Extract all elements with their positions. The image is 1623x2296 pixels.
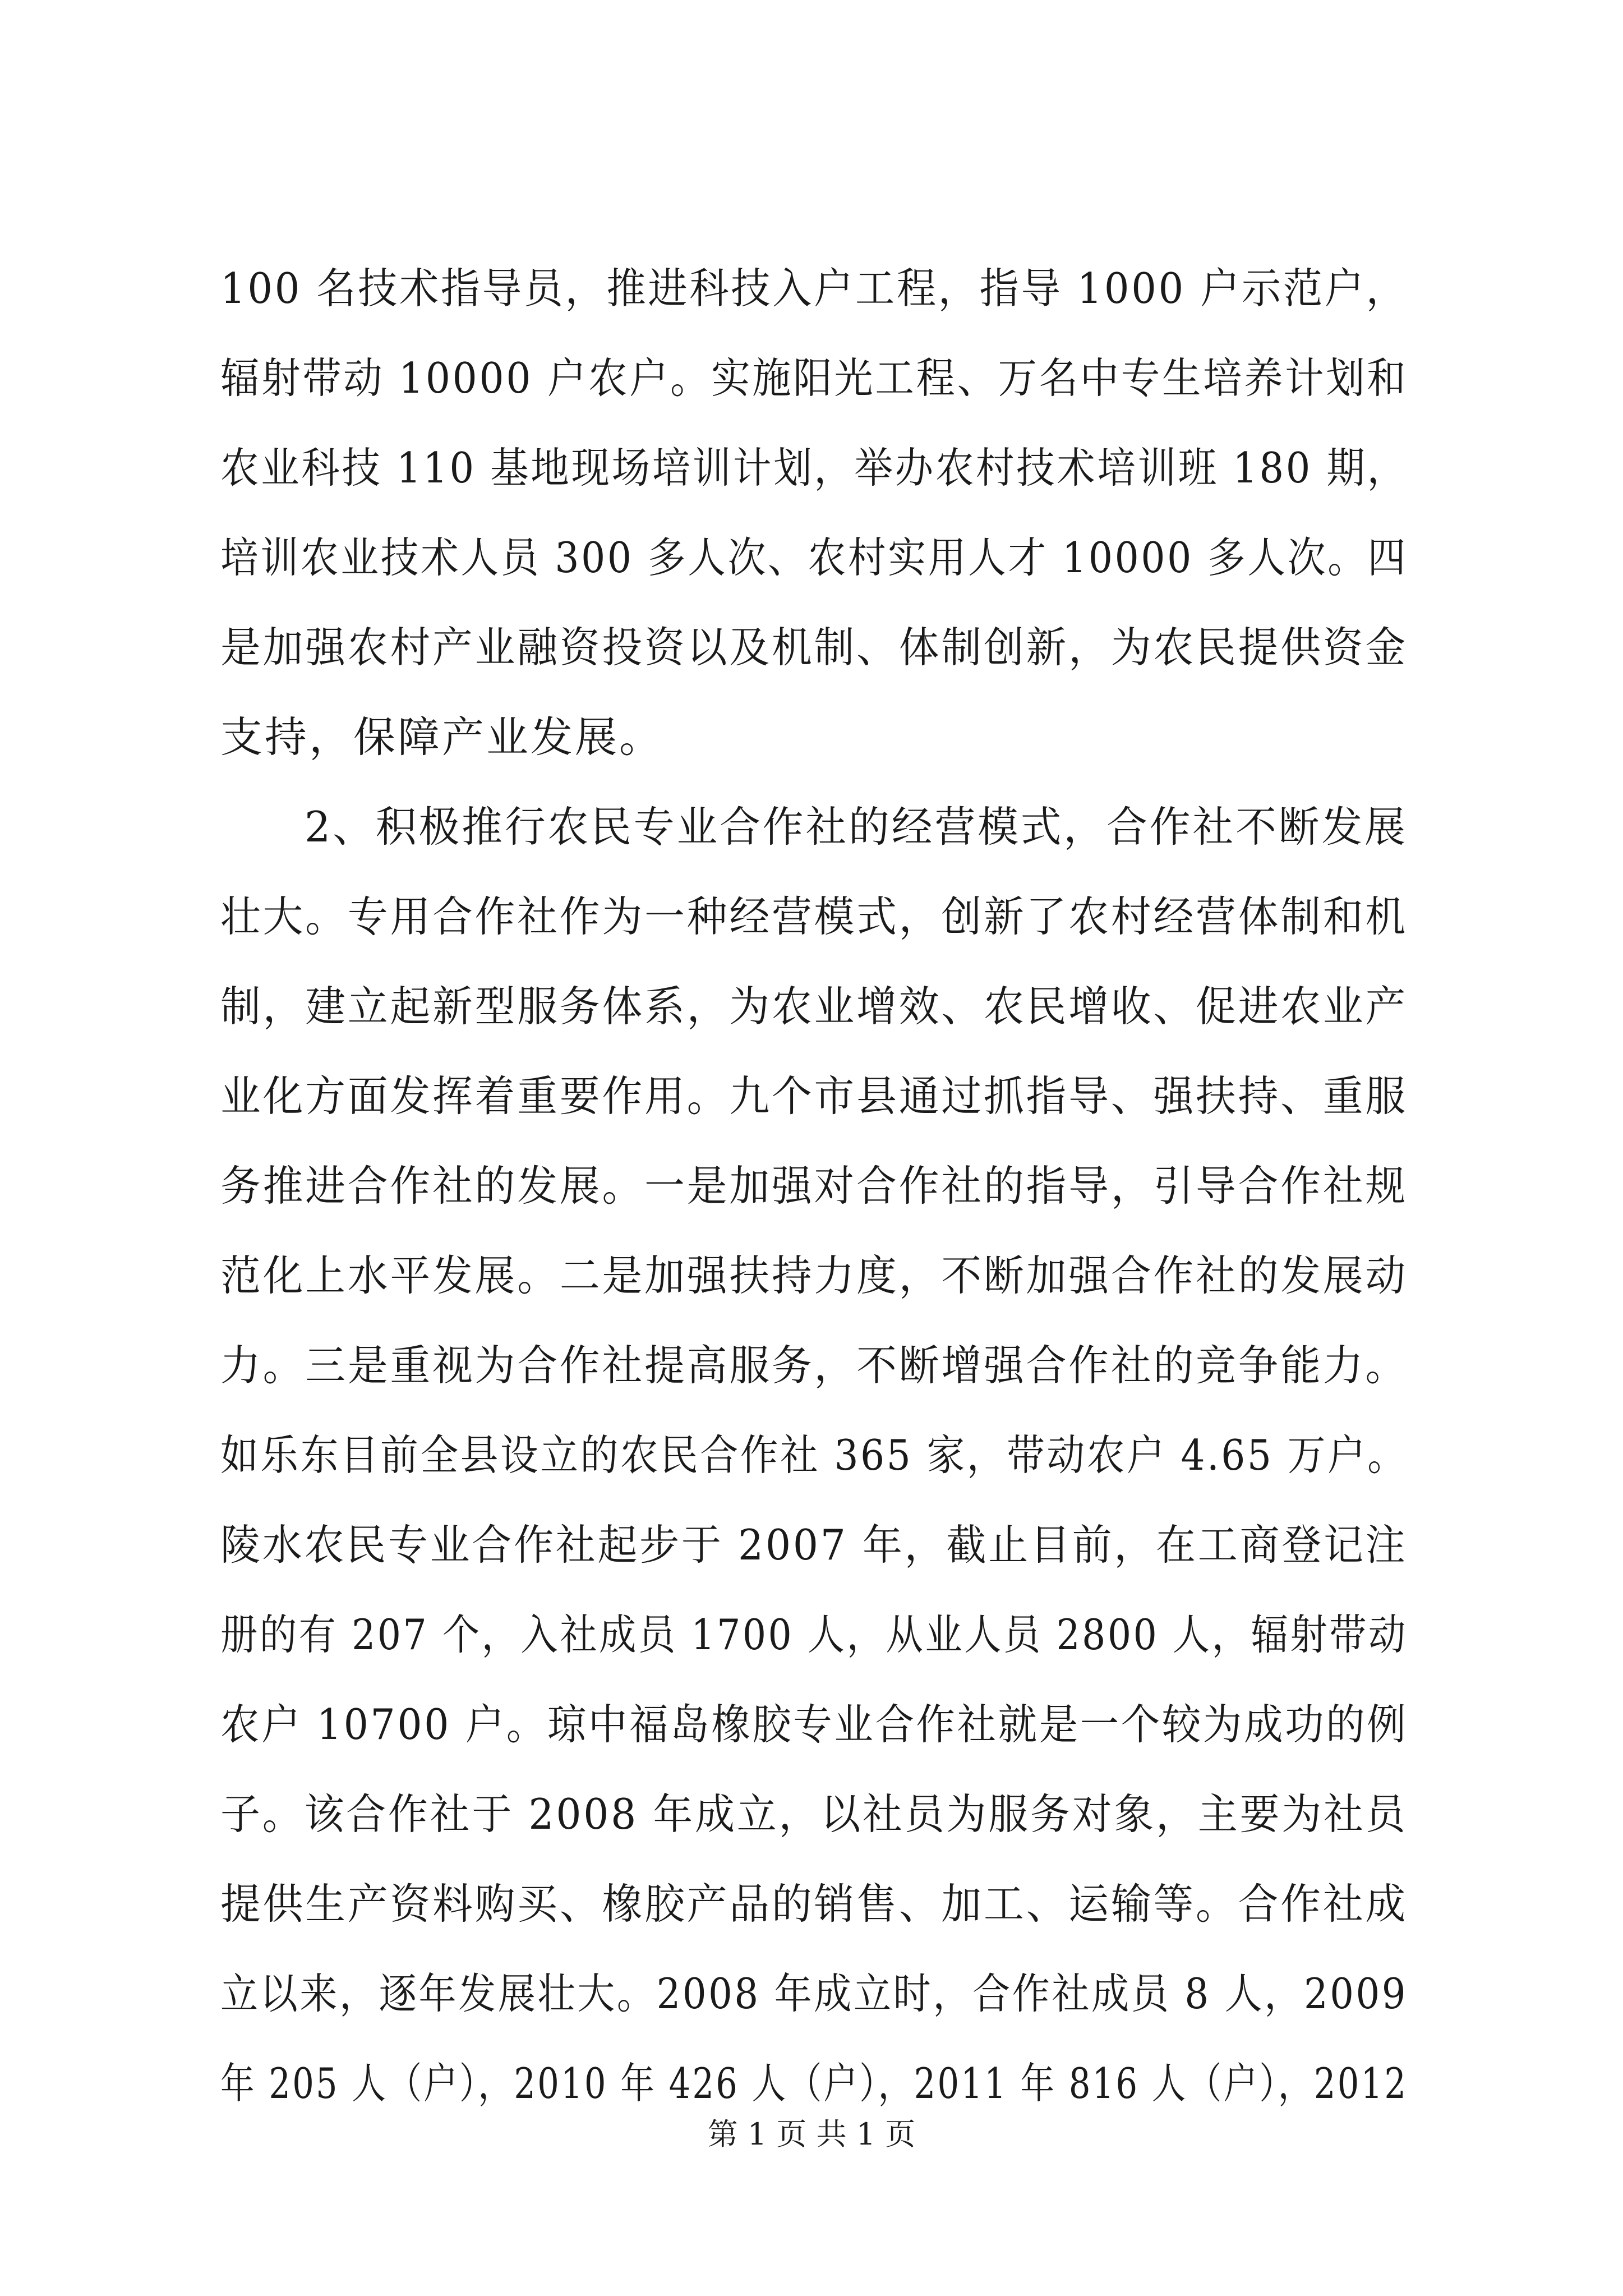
body-text-line: 如乐东目前全县设立的农民合作社 365 家，带动农户 4.65 万户。 xyxy=(220,1430,1408,1480)
body-text-line: 业化方面发挥着重要作用。九个市县通过抓指导、强扶持、重服 xyxy=(220,1071,1408,1121)
paragraph-start-line: 2、积极推行农民专业合作社的经营模式，合作社不断发展 xyxy=(305,802,1408,852)
body-text-line: 陵水农民专业合作社起步于 2007 年，截止目前，在工商登记注 xyxy=(220,1520,1408,1570)
body-text-line: 年 205 人（户），2010 年 426 人（户），2011 年 816 人（户），2012 xyxy=(220,2059,1408,2108)
body-text-line: 农户 10700 户。琼中福岛橡胶专业合作社就是一个较为成功的例 xyxy=(220,1700,1408,1749)
body-text-line: 力。三是重视为合作社提高服务，不断增强合作社的竞争能力。 xyxy=(220,1341,1408,1390)
body-text-line: 册的有 207 个，入社成员 1700 人，从业人员 2800 人，辐射带动 xyxy=(220,1610,1408,1659)
body-text-line: 支持，保障产业发展。 xyxy=(220,712,664,762)
body-text-line: 提供生产资料购买、橡胶产品的销售、加工、运输等。合作社成 xyxy=(220,1879,1408,1929)
body-text-line: 制，建立起新型服务体系，为农业增效、农民增收、促进农业产 xyxy=(220,982,1408,1031)
body-text-line: 农业科技 110 基地现场培训计划，举办农村技术培训班 180 期， xyxy=(220,443,1408,493)
body-text-line: 范化上水平发展。二是加强扶持力度，不断加强合作社的发展动 xyxy=(220,1251,1408,1300)
body-text-line: 务推进合作社的发展。一是加强对合作社的指导，引导合作社规 xyxy=(220,1161,1408,1211)
body-text-line: 壮大。专用合作社作为一种经营模式，创新了农村经营体制和机 xyxy=(220,892,1408,941)
page-number-footer: 第 1 页 共 1 页 xyxy=(707,2116,916,2152)
body-text-line: 100 名技术指导员，推进科技入户工程，指导 1000 户示范户， xyxy=(220,264,1408,313)
body-text-line: 培训农业技术人员 300 多人次、农村实用人才 10000 多人次。四 xyxy=(220,533,1408,582)
body-text-line: 子。该合作社于 2008 年成立，以社员为服务对象，主要为社员 xyxy=(220,1789,1408,1839)
body-text-line: 辐射带动 10000 户农户。实施阳光工程、万名中专生培养计划和 xyxy=(220,353,1408,403)
body-text-line: 立以来，逐年发展壮大。2008 年成立时，合作社成员 8 人，2009 xyxy=(220,1969,1408,2018)
body-text-line: 是加强农村产业融资投资以及机制、体制创新，为农民提供资金 xyxy=(220,623,1408,672)
